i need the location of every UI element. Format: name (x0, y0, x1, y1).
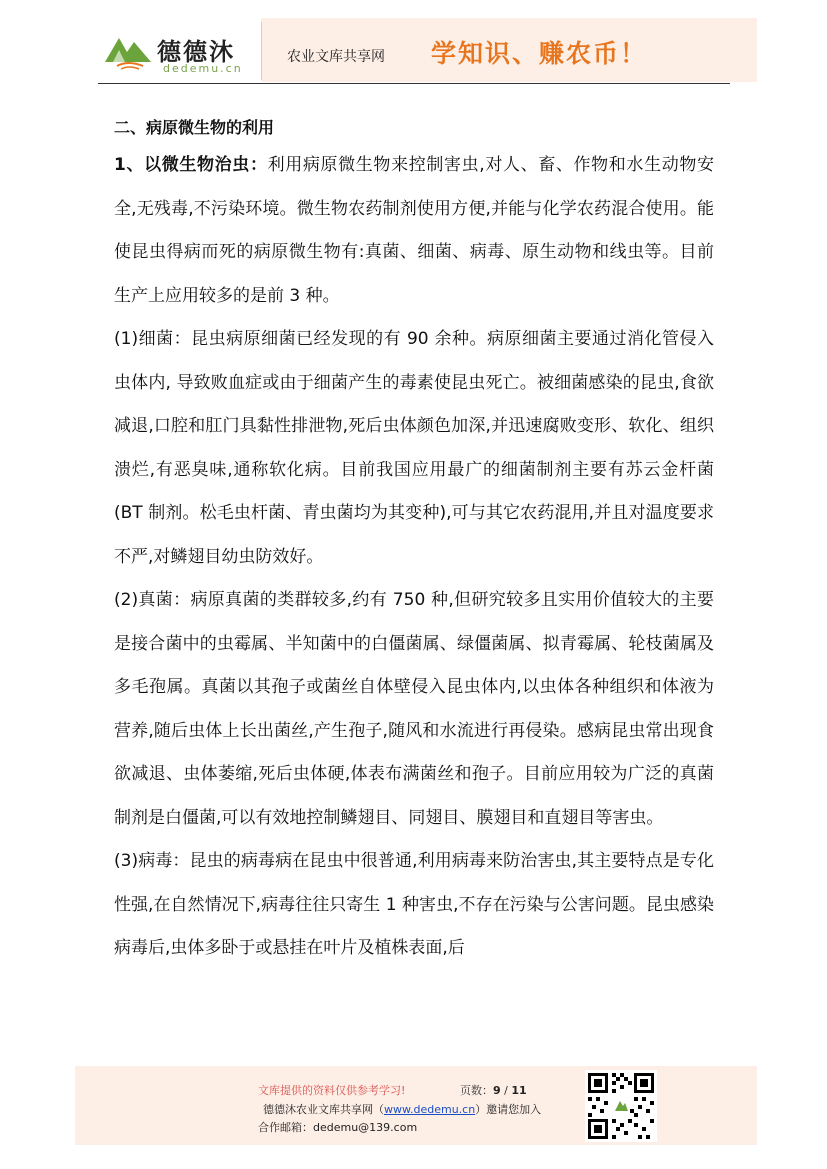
page-footer (75, 1066, 757, 1145)
footer-notice: 文库提供的资料仅供参考学习! (258, 1084, 406, 1097)
document-body (114, 114, 714, 971)
paragraph-microbe-pest-control (114, 144, 714, 318)
paragraph-fungi: (2)真菌：病原真菌的类群较多,约有 750 种,但研究较多且实用价值较大的主要是接合菌中的虫霉属、半知菌中的白僵菌属、绿僵菌属、拟青霉属、轮枝菌属及多毛孢属。真菌以其孢子或菌丝自体壁侵入昆虫体内,以虫体各种组织和体液为营养,随后虫体上长出菌丝,产生孢子,随风和水流进行再侵染。感病昆虫常出现食欲减退、虫体萎缩,死后虫体硬,体表布满菌丝和孢子。目前应用较为广泛的真菌制剂是白僵菌,可以有效地控制鳞翅目、同翅目、膜翅目和直翅目等害虫。 (114, 590, 714, 828)
mountain-logo-icon (103, 32, 153, 72)
page-total: 11 (511, 1084, 527, 1097)
footer-email: 合作邮箱：dedemu@139.com (258, 1121, 418, 1134)
site-name: 农业文库共享网 (287, 49, 385, 65)
header-divider (261, 22, 262, 80)
header-rule (98, 83, 730, 84)
header-slogan: 学知识、赚农币！ (431, 39, 648, 68)
footer-invite (263, 1101, 541, 1117)
paragraph-virus: (3)病毒：昆虫的病毒病在昆虫中很普通,利用病毒来防治害虫,其主要特点是专化性强,在自然情况下,病毒往往只寄生 1 种害虫,不存在污染与公害问题。昆虫感染病毒后,虫体多卧于或悬挂在叶片及植株表面,后 (114, 851, 714, 958)
page-counter (460, 1082, 527, 1098)
logo-name: 德德沐 (157, 37, 235, 66)
page-header (75, 18, 757, 82)
site-link[interactable]: www.dedemu.cn (384, 1103, 476, 1116)
pages-label: 页数： (460, 1084, 493, 1097)
page-separator: / (500, 1084, 512, 1097)
logo-domain: dedemu.cn (163, 62, 243, 75)
invite-suffix: ）邀请您加入 (475, 1103, 542, 1116)
paragraph-lead: 1、以微生物治虫： (114, 155, 268, 175)
invite-prefix: 德德沐农业文库共享网（ (263, 1103, 384, 1116)
section-title: 二、病原微生物的利用 (114, 118, 275, 137)
page-current: 9 (493, 1084, 501, 1097)
paragraph-bacteria: (1)细菌：昆虫病原细菌已经发现的有 90 余种。病原细菌主要通过消化管侵入虫体内, 导致败血症或由于细菌产生的毒素使昆虫死亡。被细菌感染的昆虫,食欲减退,口腔和肛门具黏性排泄物,死后虫体颜色加深,并迅速腐败变形、软化、组织溃烂,有恶臭味,通称软化病。目前我国应用最广的细菌制剂主要有苏云金杆菌(BT 制剂。松毛虫杆菌、青虫菌均为其变种),可与其它农药混用,并且对温度要求不严,对鳞翅目幼虫防效好。 (114, 329, 714, 567)
qr-code-icon (585, 1070, 657, 1142)
logo-area (75, 18, 261, 82)
paragraph-text: 利用病原微生物来控制害虫,对人、畜、作物和水生动物安全,无残毒,不污染环境。微生物农药制剂使用方便,并能与化学农药混合使用。能使昆虫得病而死的病原微生物有:真菌、细菌、病毒、原生动物和线虫等。目前生产上应用较多的是前 3 种。 (114, 155, 714, 306)
